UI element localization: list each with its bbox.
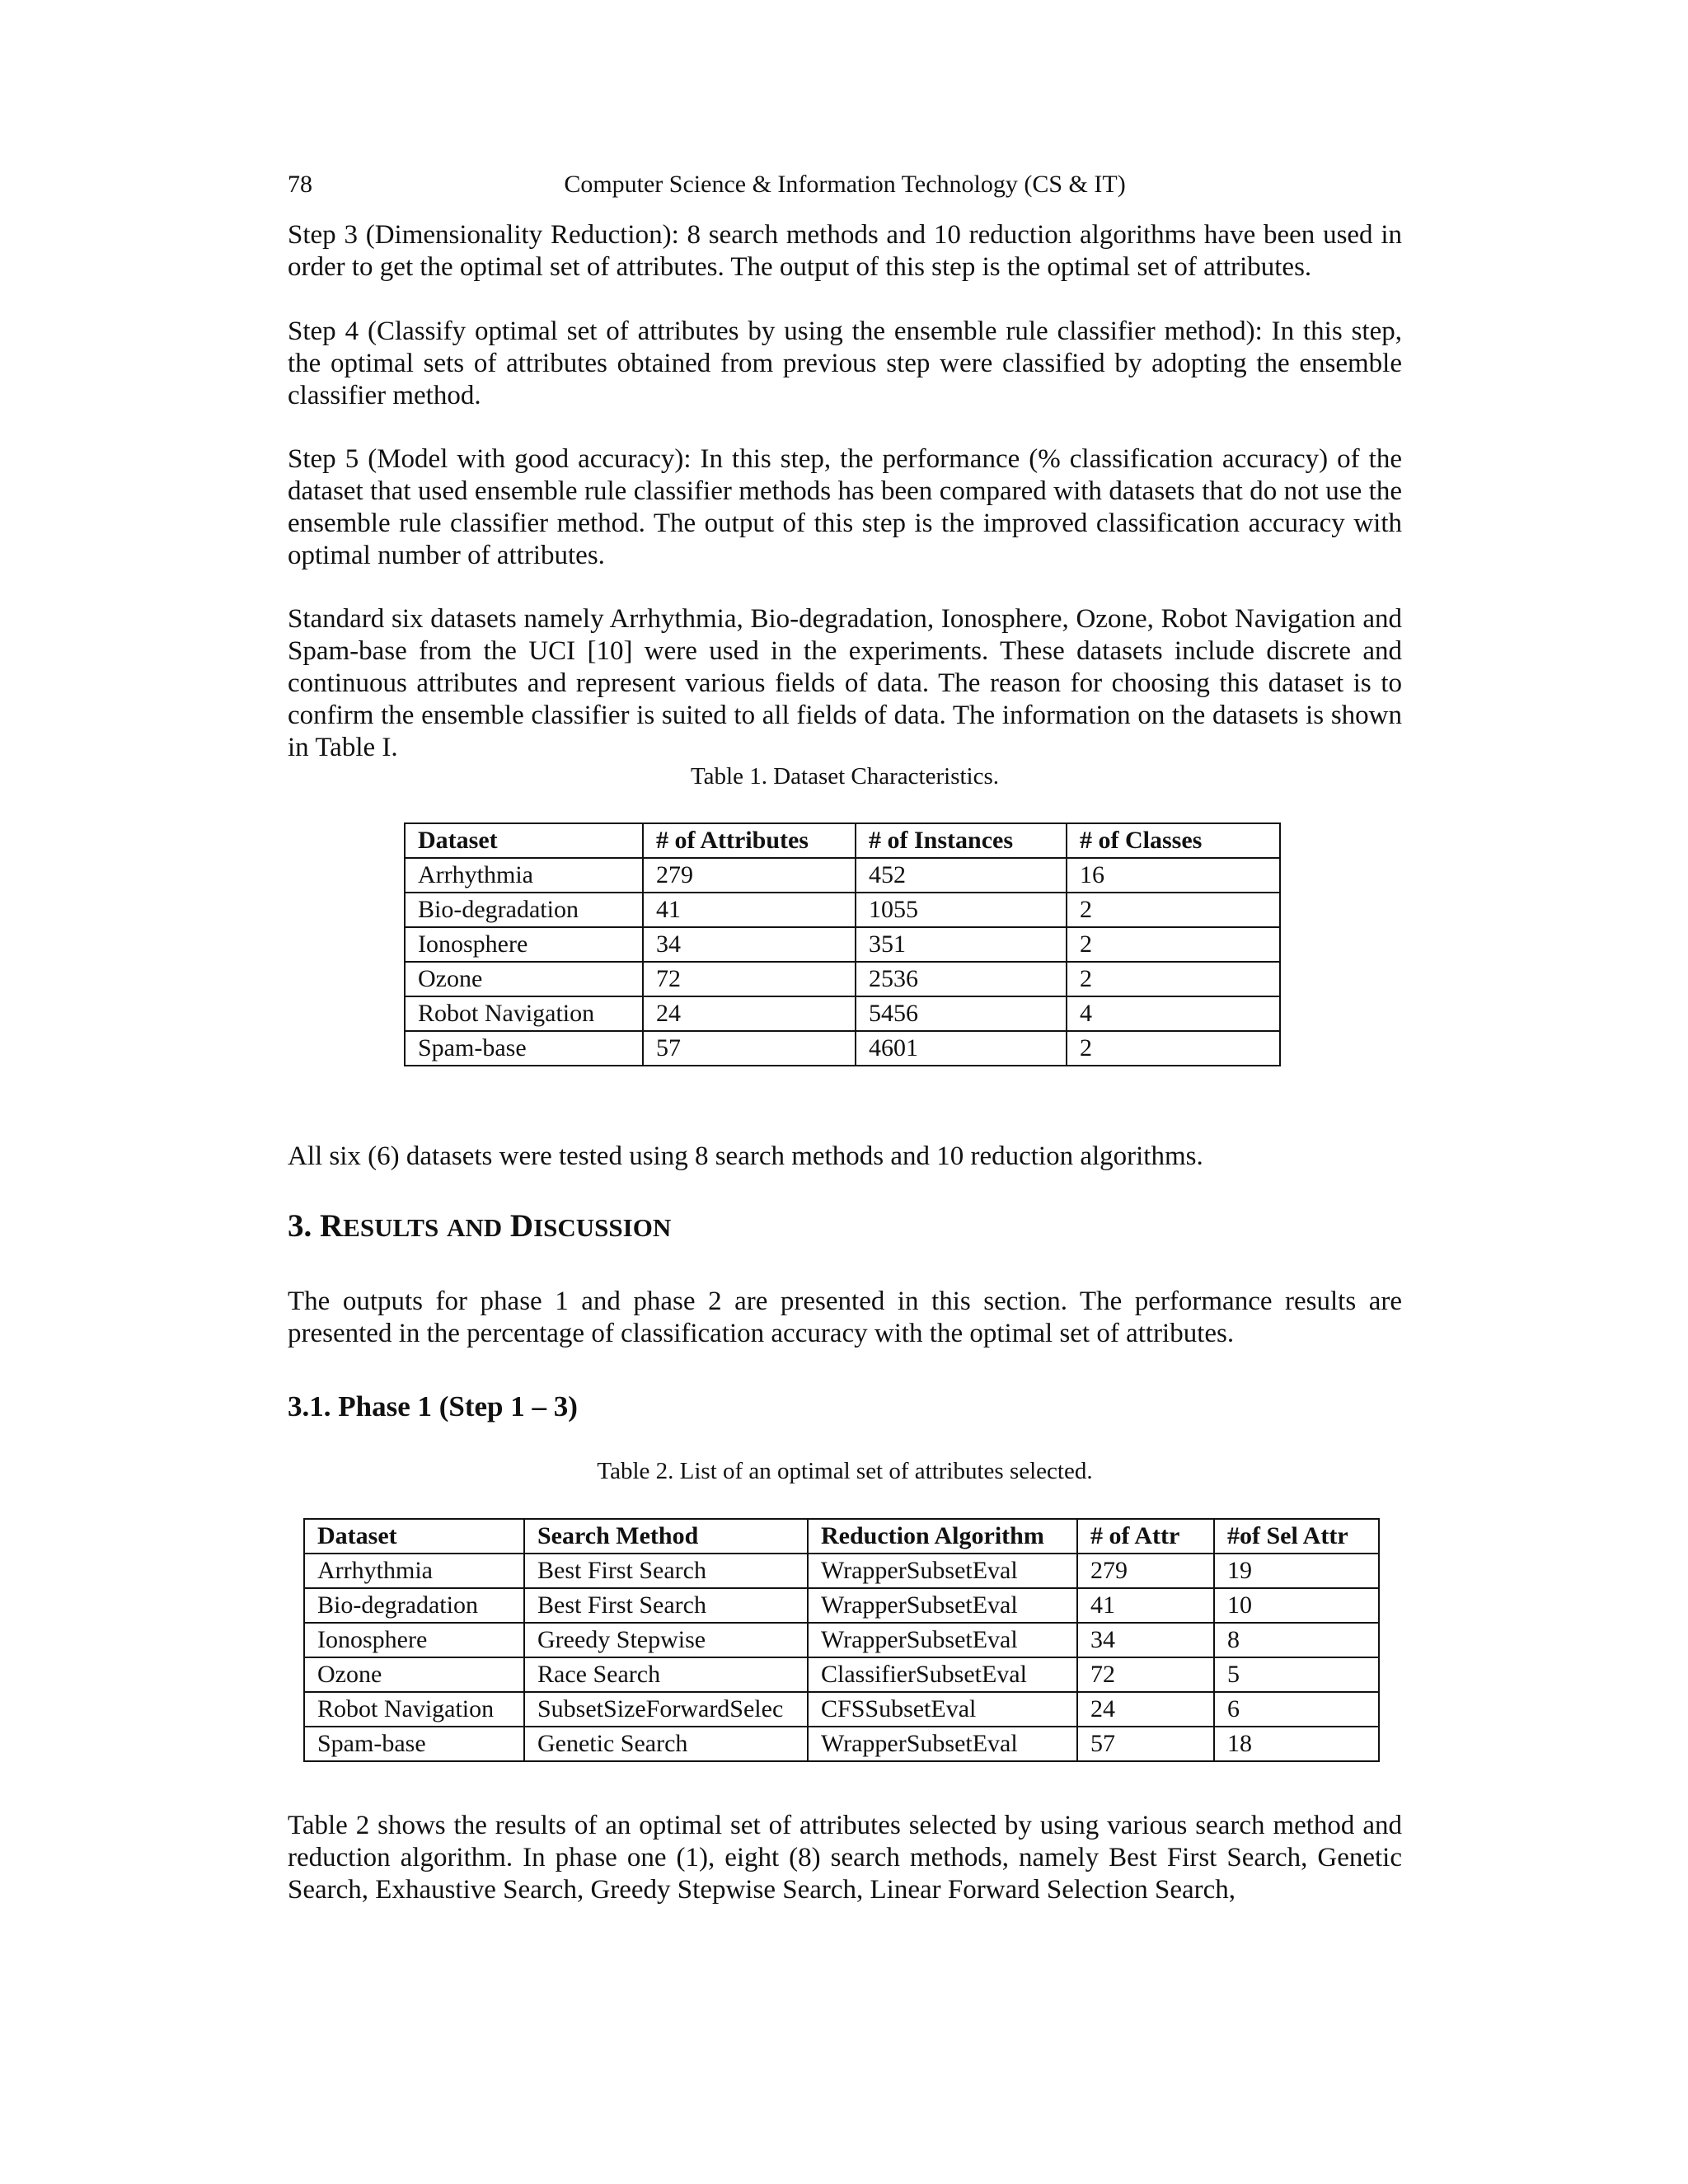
table-row <box>405 1031 1280 1066</box>
section-title-smallcaps: ESULTS <box>343 1213 439 1242</box>
table-cell: Arrhythmia <box>405 858 643 893</box>
column-header: # of Attributes <box>643 823 856 858</box>
table-cell: 19 <box>1214 1554 1379 1588</box>
section-title-initial: R <box>320 1208 344 1244</box>
table-cell: 34 <box>1077 1623 1214 1657</box>
table-2-caption: Table 2. List of an optimal set of attributes selected. <box>597 1458 1093 1484</box>
journal-title: Computer Science & Information Technology (CS & IT) <box>564 171 1126 198</box>
paragraph-table-2-discussion: Table 2 shows the results of an optimal set of attributes selected by using various search method and reduction algorithm. In phase one (1), eight (8) search methods, namely Best First Search, Genetic Search, Exhaustive Search, Greedy Stepwise Search, Linear Forward Selection Search, <box>288 1811 1402 1905</box>
table-row <box>304 1727 1379 1761</box>
table-cell: Bio-degradation <box>304 1588 524 1623</box>
section-title-smallcaps: ISCUSSION <box>533 1213 672 1242</box>
section-title-initial: D <box>509 1208 534 1244</box>
table-cell: Arrhythmia <box>304 1554 524 1588</box>
table-cell: Race Search <box>524 1657 808 1692</box>
column-header: Dataset <box>304 1519 524 1554</box>
paragraph-datasets: Standard six datasets namely Arrhythmia, Bio-degradation, Ionosphere, Ozone, Robot Navigation and Spam-base from the UCI [10] were used in the experiments. These datasets include discrete and continuous attributes and represent various fields of data. The reason for choosing this dataset is to confirm the ensemble classifier is suited to all fields of data. The information on the datasets is shown in Table I. <box>288 604 1402 762</box>
table-row <box>405 962 1280 996</box>
table-cell: 10 <box>1214 1588 1379 1623</box>
table-cell: 452 <box>856 858 1067 893</box>
paragraph-step-4: Step 4 (Classify optimal set of attributes by using the ensemble rule classifier method): In this step, the optimal sets of attributes obtained from previous step were classified by adopting the ensemble classifier method. <box>288 316 1402 410</box>
table-cell: Ozone <box>304 1657 524 1692</box>
table-cell: Ozone <box>405 962 643 996</box>
table-cell: 6 <box>1214 1692 1379 1727</box>
table-row <box>304 1623 1379 1657</box>
table-row <box>304 1588 1379 1623</box>
table-cell: 4601 <box>856 1031 1067 1066</box>
section-number: 3. <box>288 1208 312 1244</box>
table-cell: 34 <box>643 927 856 962</box>
column-header: # of Attr <box>1077 1519 1214 1554</box>
table-cell: 4 <box>1067 996 1280 1031</box>
section-title-smallcaps: AND <box>446 1213 503 1242</box>
table-cell: 2 <box>1067 893 1280 927</box>
table-header-row <box>304 1519 1379 1554</box>
table-cell: Spam-base <box>405 1031 643 1066</box>
table-cell: WrapperSubsetEval <box>808 1727 1077 1761</box>
table-cell: 72 <box>643 962 856 996</box>
column-header: Dataset <box>405 823 643 858</box>
table-cell: 16 <box>1067 858 1280 893</box>
table-cell: 5 <box>1214 1657 1379 1692</box>
table-row <box>405 893 1280 927</box>
table-header-row <box>405 823 1280 858</box>
table-row <box>405 858 1280 893</box>
table-cell: 57 <box>643 1031 856 1066</box>
table-cell: 18 <box>1214 1727 1379 1761</box>
table-cell: 279 <box>1077 1554 1214 1588</box>
table-row <box>405 996 1280 1031</box>
table-cell: 2536 <box>856 962 1067 996</box>
table-cell: 57 <box>1077 1727 1214 1761</box>
table-cell: 41 <box>643 893 856 927</box>
paragraph-step-3: Step 3 (Dimensionality Reduction): 8 search methods and 10 reduction algorithms have been used in order to get the optimal set of attributes. The output of this step is the optimal set of attributes. <box>288 220 1402 282</box>
table-cell: 24 <box>643 996 856 1031</box>
table-cell: Greedy Stepwise <box>524 1623 808 1657</box>
paragraph-step-5: Step 5 (Model with good accuracy): In this step, the performance (% classification accuracy) of the dataset that used ensemble rule classifier methods has been compared with datasets that do not use the ensemble rule classifier method. The output of this step is the improved classification accuracy with optimal number of attributes. <box>288 444 1402 570</box>
table-cell: Robot Navigation <box>405 996 643 1031</box>
paragraph-datasets-tested: All six (6) datasets were tested using 8 search methods and 10 reduction algorithms. <box>288 1141 1203 1171</box>
table-cell: Best First Search <box>524 1554 808 1588</box>
subsection-heading-phase-1: 3.1. Phase 1 (Step 1 – 3) <box>288 1390 578 1422</box>
table-1-dataset-characteristics <box>404 823 1281 1066</box>
table-cell: 279 <box>643 858 856 893</box>
table-1-caption: Table 1. Dataset Characteristics. <box>690 763 999 790</box>
column-header: Reduction Algorithm <box>808 1519 1077 1554</box>
table-cell: Spam-base <box>304 1727 524 1761</box>
table-cell: 351 <box>856 927 1067 962</box>
table-cell: CFSSubsetEval <box>808 1692 1077 1727</box>
table-cell: 72 <box>1077 1657 1214 1692</box>
table-cell: SubsetSizeForwardSelec <box>524 1692 808 1727</box>
table-cell: 41 <box>1077 1588 1214 1623</box>
section-heading-results <box>288 1207 671 1247</box>
table-cell: 2 <box>1067 1031 1280 1066</box>
table-cell: Genetic Search <box>524 1727 808 1761</box>
column-header: Search Method <box>524 1519 808 1554</box>
table-cell: 8 <box>1214 1623 1379 1657</box>
table-cell: 1055 <box>856 893 1067 927</box>
table-cell: 24 <box>1077 1692 1214 1727</box>
table-row <box>304 1692 1379 1727</box>
table-cell: WrapperSubsetEval <box>808 1554 1077 1588</box>
table-cell: Bio-degradation <box>405 893 643 927</box>
table-row <box>405 927 1280 962</box>
table-cell: WrapperSubsetEval <box>808 1588 1077 1623</box>
table-row <box>304 1657 1379 1692</box>
table-row <box>304 1554 1379 1588</box>
table-cell: Robot Navigation <box>304 1692 524 1727</box>
running-header <box>288 168 1402 201</box>
table-cell: Ionosphere <box>304 1623 524 1657</box>
table-2-optimal-attributes <box>303 1518 1380 1762</box>
table-cell: WrapperSubsetEval <box>808 1623 1077 1657</box>
table-cell: Best First Search <box>524 1588 808 1623</box>
table-cell: ClassifierSubsetEval <box>808 1657 1077 1692</box>
paragraph-results-intro: The outputs for phase 1 and phase 2 are presented in this section. The performance results are presented in the percentage of classification accuracy with the optimal set of attributes. <box>288 1286 1402 1348</box>
table-cell: Ionosphere <box>405 927 643 962</box>
table-cell: 2 <box>1067 962 1280 996</box>
column-header: # of Instances <box>856 823 1067 858</box>
table-cell: 2 <box>1067 927 1280 962</box>
column-header: # of Classes <box>1067 823 1280 858</box>
table-cell: 5456 <box>856 996 1067 1031</box>
page-number: 78 <box>288 171 312 198</box>
column-header: #of Sel Attr <box>1214 1519 1379 1554</box>
